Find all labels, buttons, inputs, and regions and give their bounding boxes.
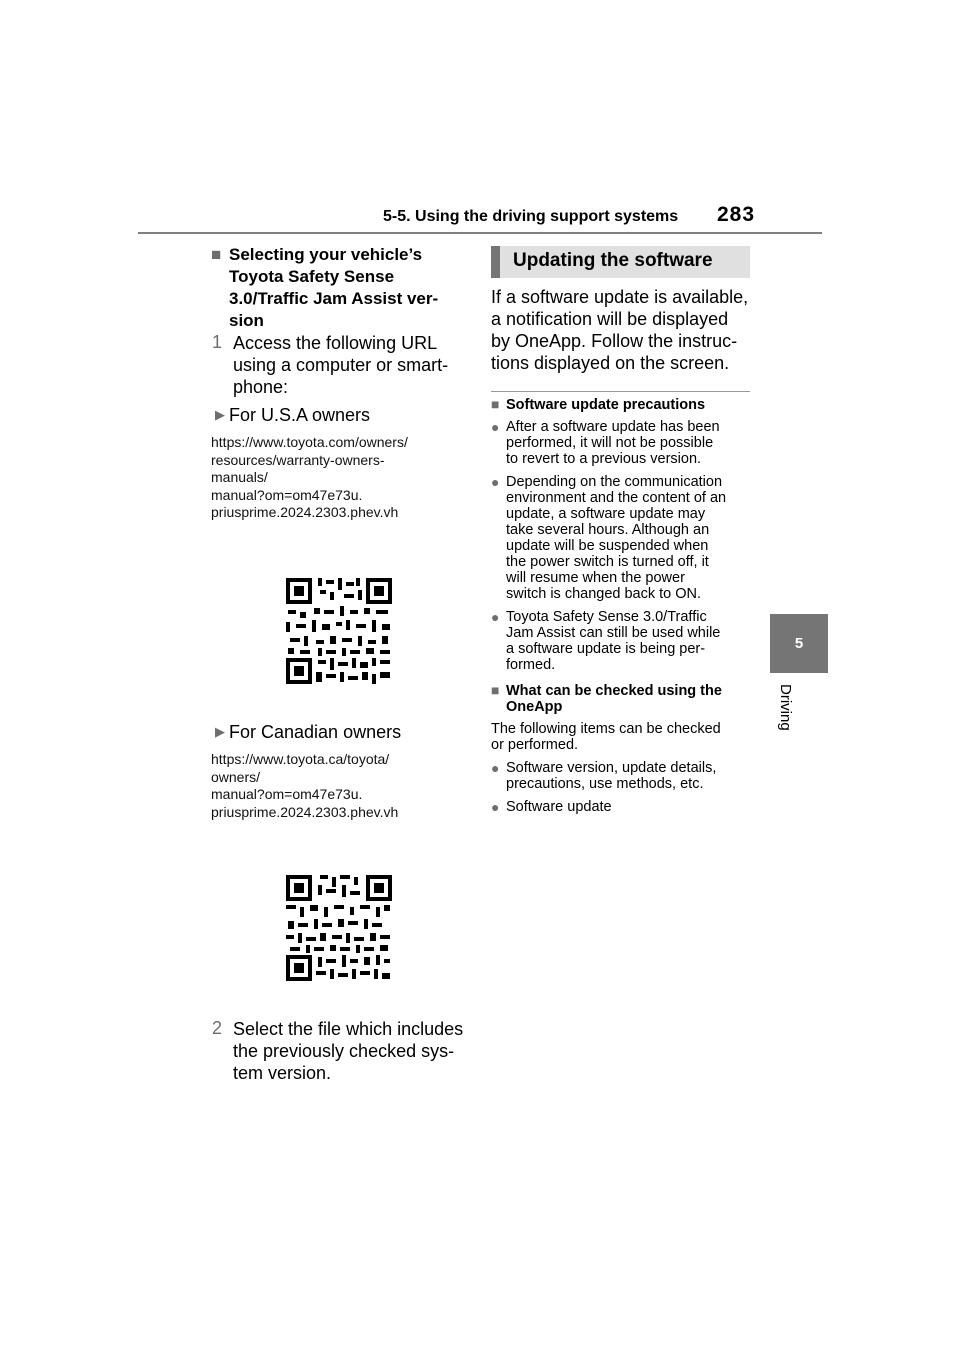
usa-url[interactable]: https://www.toyota.com/owners/ resources/warranty-owners- manuals/ manual?om=om47e73u. priusprime.2024.2303.phev.vh	[211, 434, 408, 520]
step-2-text: Select the file which includes the previously checked sys- tem version.	[233, 1019, 464, 1083]
square-bullet-icon: ■	[491, 396, 500, 412]
section-title-box	[491, 246, 750, 278]
oneapp-item: Software update	[506, 799, 612, 815]
triangle-bullet-icon: ▶	[215, 407, 225, 422]
oneapp-item: Software version, update details, precautions, use methods, etc.	[506, 760, 717, 792]
header-divider	[138, 232, 822, 234]
precaution-item: Toyota Safety Sense 3.0/Traffic Jam Assist can still be used while a software update is being per- formed.	[506, 609, 721, 673]
square-bullet-icon: ■	[211, 245, 222, 264]
chapter-tab-label: Driving	[777, 684, 794, 731]
canada-owners-label: For Canadian owners	[229, 722, 402, 742]
step-1-text: Access the following URL using a computer or smart- phone:	[233, 333, 449, 397]
circle-bullet-icon: ●	[491, 474, 500, 490]
precaution-item: After a software update has been performed, it will not be possible to revert to a previous version.	[506, 419, 720, 467]
canada-qr-code-icon[interactable]	[284, 873, 394, 983]
square-bullet-icon: ■	[491, 682, 500, 698]
oneapp-intro: The following items can be checked or performed.	[491, 721, 721, 753]
circle-bullet-icon: ●	[491, 799, 500, 815]
chapter-tab-label-wrap	[774, 684, 794, 764]
circle-bullet-icon: ●	[491, 760, 500, 776]
circle-bullet-icon: ●	[491, 419, 500, 435]
step-1-number: 1	[212, 332, 223, 352]
triangle-bullet-icon: ▶	[215, 724, 225, 739]
update-intro: If a software update is available, a notification will be displayed by OneApp. Follow the instruc- tions displayed on the screen.	[491, 287, 749, 373]
circle-bullet-icon: ●	[491, 609, 500, 625]
section-divider	[491, 391, 750, 392]
section-title: Updating the software	[513, 250, 713, 271]
canada-url[interactable]: https://www.toyota.ca/toyota/ owners/ manual?om=om47e73u. priusprime.2024.2303.phev.vh	[211, 751, 399, 820]
oneapp-heading: What can be checked using the OneApp	[506, 683, 722, 715]
precautions-heading: Software update precautions	[506, 397, 706, 413]
left-heading: Selecting your vehicle’s Toyota Safety Sense 3.0/Traffic Jam Assist ver- sion	[229, 245, 439, 330]
usa-owners-label: For U.S.A owners	[229, 405, 371, 425]
section-header: 5-5. Using the driving support systems	[383, 208, 679, 225]
precaution-item: Depending on the communication environment and the content of an update, a software update may take several hours. Although an update will be suspended when the power switch is turned off, it will resume when the power switch is changed back to ON.	[506, 474, 727, 602]
usa-qr-code-icon[interactable]	[284, 576, 394, 686]
chapter-tab: 5	[770, 614, 828, 673]
step-2-number: 2	[212, 1018, 223, 1038]
page-number: 283	[717, 203, 756, 226]
